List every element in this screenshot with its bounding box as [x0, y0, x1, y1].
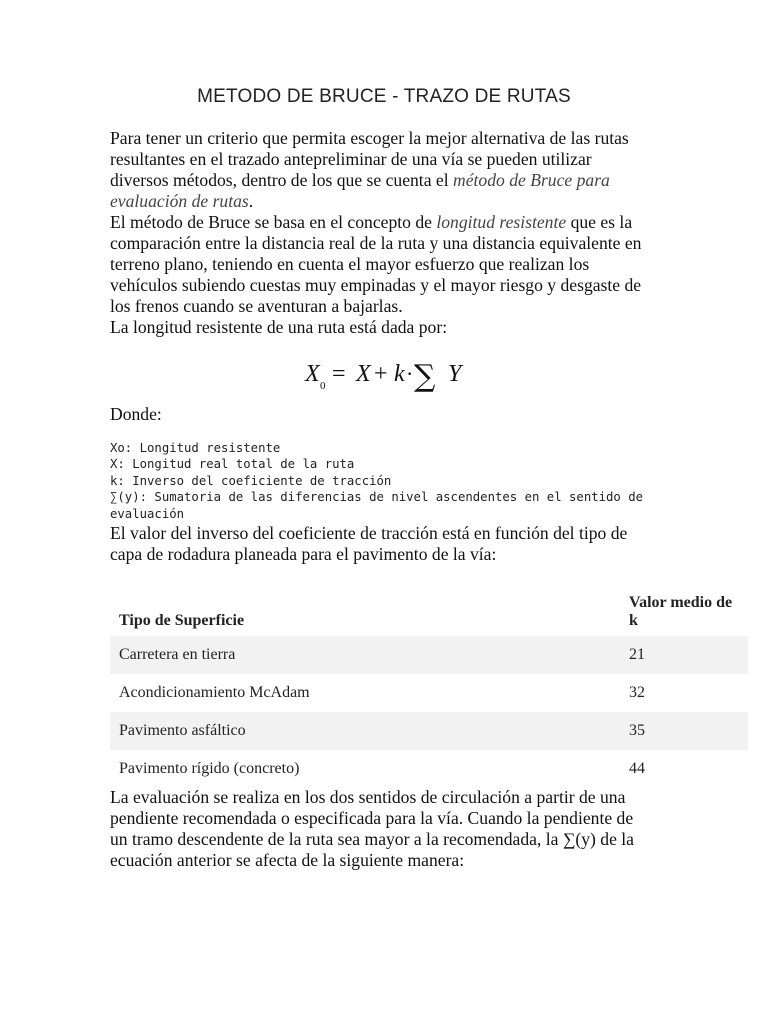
formula-lhs-subscript: 0: [320, 380, 326, 392]
donde-label: Donde:: [110, 404, 162, 424]
k-intro-paragraph: El valor del inverso del coeficiente de tracción está en función del tipo de capa de rodadura planeada para el pavimento de la vía:: [110, 523, 628, 564]
concept-text-end: que es la comparación entre la distancia real de la ruta y una distancia equivalente en terreno plano, teniendo en cuenta el mayor esfuerzo que realizan los vehículos subiendo cuestas muy empinadas y el mayor riesgo y desgaste de los frenos cuando se aventuran a bajarlas.: [110, 212, 642, 316]
table-header-surface: Tipo de Superficie: [119, 612, 245, 629]
formula-dot: ·: [406, 361, 414, 386]
intro-text-end: .: [248, 191, 254, 211]
formula-sigma-icon: ∑: [414, 359, 436, 394]
table-row: [110, 636, 748, 674]
definition-item: ∑(y): Sumatoria de las diferencias de nivel ascendentes en el sentido de evaluación: [110, 490, 651, 521]
concept-paragraph: [110, 212, 650, 317]
definition-item: k: Inverso del coeficiente de tracción: [110, 473, 392, 488]
table-row: [110, 674, 748, 712]
formula-intro: La longitud resistente de una ruta está dada por:: [110, 317, 448, 337]
k-values-table: [110, 582, 748, 788]
intro-paragraph: [110, 128, 650, 212]
table-cell-k: 44: [629, 760, 645, 777]
table-cell-surface: Pavimento rígido (concreto): [119, 760, 300, 777]
definition-item: X: Longitud real total de la ruta: [110, 457, 355, 472]
table-cell-k: 35: [620, 712, 748, 750]
formula-y: Y: [448, 361, 462, 387]
table-row: [110, 712, 748, 750]
evaluation-paragraph: La evaluación se realiza en los dos sentidos de circulación a partir de una pendiente recomendada o especificada para la vía. Cuando la pendiente de un tramo descendente de la ruta sea mayor a la recomendada, la ∑(y) de la ecuación anterior se afecta de la siguiente manera:: [110, 787, 634, 870]
table-row: [110, 750, 748, 788]
definitions-list: [110, 440, 670, 522]
table-cell-surface: Carretera en tierra: [110, 636, 620, 674]
table-cell-k: 21: [620, 636, 748, 674]
page-title: METODO DE BRUCE - TRAZO DE RUTAS: [197, 86, 571, 107]
table-header-row: [110, 582, 748, 636]
formula-x: X: [356, 361, 371, 387]
formula-plus: +: [374, 361, 388, 387]
formula-equals: =: [332, 361, 346, 387]
formula-k: k: [394, 361, 405, 387]
table-cell-surface: Pavimento asfáltico: [110, 712, 620, 750]
intro-italic-term: método de Bruce para evaluación de rutas: [110, 170, 610, 211]
resistant-length-formula: [300, 356, 500, 396]
table-cell-surface: Acondicionamiento McAdam: [119, 684, 310, 701]
formula-lhs: X: [305, 361, 320, 387]
definition-item: Xo: Longitud resistente: [110, 441, 281, 455]
concept-text: El método de Bruce se basa en el concepto de: [110, 212, 437, 232]
intro-text: Para tener un criterio que permita escoger la mejor alternativa de las rutas resultantes en el trazado antepreliminar de una vía se pueden utilizar diversos métodos, dentro de los que se cuenta el: [110, 128, 629, 190]
table-cell-k: 32: [629, 684, 645, 701]
table-header-k: Valor medio de k: [629, 594, 733, 629]
concept-italic-term: longitud resistente: [436, 212, 567, 232]
